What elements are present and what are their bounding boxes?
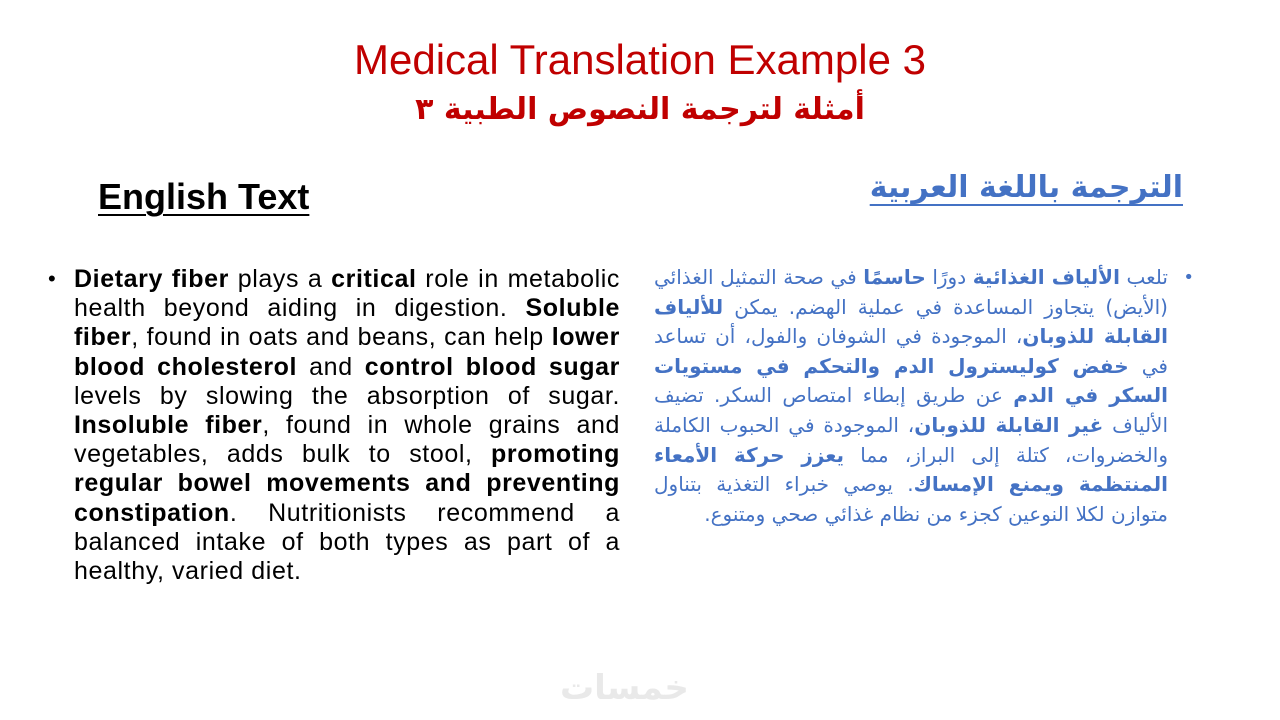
english-column-heading: English Text xyxy=(98,176,310,217)
arabic-body xyxy=(654,263,1194,529)
text-segment: يعزز حركة الأمعاء المنتظمة ويمنع الإمساك xyxy=(654,442,1168,497)
text-segment: خفض كوليسترول الدم والتحكم في مستويات السكر في الدم xyxy=(654,353,1169,408)
watermark-logo: خمسات xyxy=(560,668,689,708)
text-segment: lower blood cholesterol xyxy=(74,323,620,381)
english-paragraph xyxy=(74,265,620,586)
text-segment: role in metabolic health beyond aiding in digestion. xyxy=(74,265,620,323)
text-segment: , found in oats and beans, can help xyxy=(131,323,552,352)
text-segment: للألياف القابلة للذوبان xyxy=(654,294,1168,349)
text-segment: غير القابلة للذوبان xyxy=(914,412,1104,437)
text-segment: levels by slowing the absorption of sugar. xyxy=(74,381,620,410)
text-segment: حاسمًا xyxy=(863,265,926,289)
text-segment: critical xyxy=(331,265,417,293)
slide-title-english: Medical Translation Example 3 xyxy=(354,36,926,83)
text-segment: ، الموجودة في الشوفان والفول، أن تساعد في xyxy=(654,324,1168,378)
text-segment: and xyxy=(297,352,365,381)
text-segment: في صحة التمثيل الغذائي (الأيض) يتجاوز المساعدة في عملية الهضم. يمكن xyxy=(654,265,1168,319)
arabic-paragraph xyxy=(654,263,1168,529)
text-segment: . Nutritionists recommend a balanced intake of both types as part of a healthy, varied diet. xyxy=(74,498,620,586)
text-segment: Soluble fiber xyxy=(74,294,620,352)
text-segment: plays a xyxy=(228,265,332,293)
text-segment: Dietary fiber xyxy=(74,265,229,293)
text-segment: عن طريق إبطاء امتصاص السكر. تضيف الألياف xyxy=(654,383,1169,437)
text-segment: control blood sugar xyxy=(364,352,620,381)
text-segment: تلعب xyxy=(1119,265,1168,289)
text-segment: . يوصي خبراء التغذية بتناول متوازن لكلا النوعين كجزء من نظام غذائي صحي ومتنوع. xyxy=(654,472,1168,526)
text-segment: ، الموجودة في الحبوب الكاملة والخضروات، كتلة إلى البراز، مما xyxy=(654,412,1168,467)
text-segment: الألياف الغذائية xyxy=(972,265,1120,289)
bullet-icon: • xyxy=(1183,267,1194,288)
text-segment: promoting regular bowel movements and preventing constipation xyxy=(74,440,620,527)
text-segment: , found in whole grains and vegetables, adds bulk to stool, xyxy=(74,411,620,469)
slide-title-arabic: أمثلة لترجمة النصوص الطبية ٣ xyxy=(415,92,865,127)
arabic-column-heading: الترجمة باللغة العربية xyxy=(869,170,1183,205)
bullet-icon: • xyxy=(48,266,57,291)
text-segment: Insoluble fiber xyxy=(74,411,263,440)
english-body xyxy=(48,265,620,586)
text-segment: دورًا xyxy=(925,265,973,289)
